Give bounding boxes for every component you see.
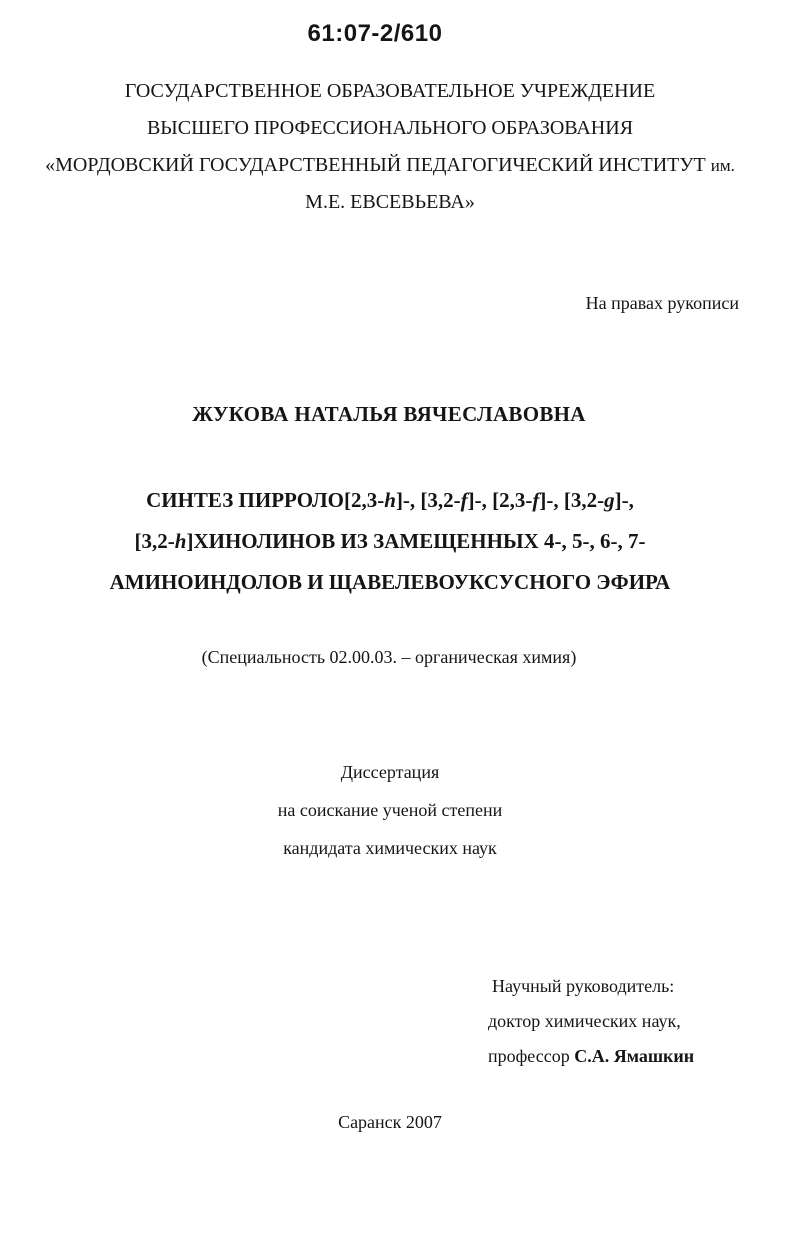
- institution-line-3-main: «МОРДОВСКИЙ ГОСУДАРСТВЕННЫЙ ПЕДАГОГИЧЕСКИЙ ИНСТИТУТ: [45, 154, 706, 176]
- institution-line-4: М.Е. ЕВСЕВЬЕВА»: [305, 191, 475, 213]
- title-l1-i: ]-,: [614, 488, 634, 512]
- title-l1-c: ]-, [3,2-: [395, 488, 461, 512]
- institution-block: [30, 73, 750, 221]
- specialty: (Специальность 02.00.03. – органическая химия): [201, 647, 577, 667]
- title-l1-d: f: [460, 488, 468, 512]
- dissertation-block: [190, 753, 590, 867]
- title-l1-b: h: [384, 488, 396, 512]
- title-l1-e: ]-, [2,3-: [467, 488, 533, 512]
- title-l2-b: h: [174, 529, 187, 553]
- author-name: ЖУКОВА НАТАЛЬЯ ВЯЧЕСЛАВОВНА: [192, 402, 586, 426]
- institution-line-1: ГОСУДАРСТВЕННОЕ ОБРАЗОВАТЕЛЬНОЕ УЧРЕЖДЕНИЕ: [124, 80, 656, 102]
- advisor-label: Научный руководитель:: [492, 976, 675, 996]
- dissertation-line-2: на соискание ученой степени: [277, 800, 503, 820]
- title-l1-f: f: [532, 488, 540, 512]
- dissertation-title: [60, 480, 720, 603]
- title-line-2: [60, 521, 720, 562]
- manuscript-rights: На правах рукописи: [585, 293, 739, 313]
- advisor-degree: доктор химических наук,: [488, 1011, 681, 1031]
- advisor-line-3: [488, 1039, 768, 1074]
- title-l1-a: СИНТЕЗ ПИРРОЛО[2,3-: [146, 488, 385, 512]
- advisor-position: профессор: [488, 1046, 570, 1066]
- dissertation-line-3: кандидата химических наук: [283, 838, 497, 858]
- dissertation-line-1: Диссертация: [340, 762, 440, 782]
- title-l2-a: [3,2-: [134, 529, 175, 553]
- institution-line-2: ВЫСШЕГО ПРОФЕССИОНАЛЬНОГО ОБРАЗОВАНИЯ: [146, 117, 634, 139]
- document-code: 61:07-2/610: [307, 20, 443, 47]
- title-line-1: [60, 480, 720, 521]
- institution-line-3: [30, 147, 750, 184]
- advisor-name: С.А. Ямашкин: [574, 1046, 695, 1066]
- title-l2-c: ]ХИНОЛИНОВ ИЗ ЗАМЕЩЕННЫХ 4-, 5-, 6-, 7-: [186, 529, 646, 553]
- title-line-3: АМИНОИНДОЛОВ И ЩАВЕЛЕВОУКСУСНОГО ЭФИРА: [109, 570, 671, 594]
- title-l1-g: ]-, [3,2-: [539, 488, 605, 512]
- city-year: Саранск 2007: [338, 1112, 442, 1132]
- advisor-block: [488, 969, 768, 1074]
- title-l1-h: g: [604, 488, 615, 512]
- institution-line-3-suffix: им.: [710, 156, 735, 175]
